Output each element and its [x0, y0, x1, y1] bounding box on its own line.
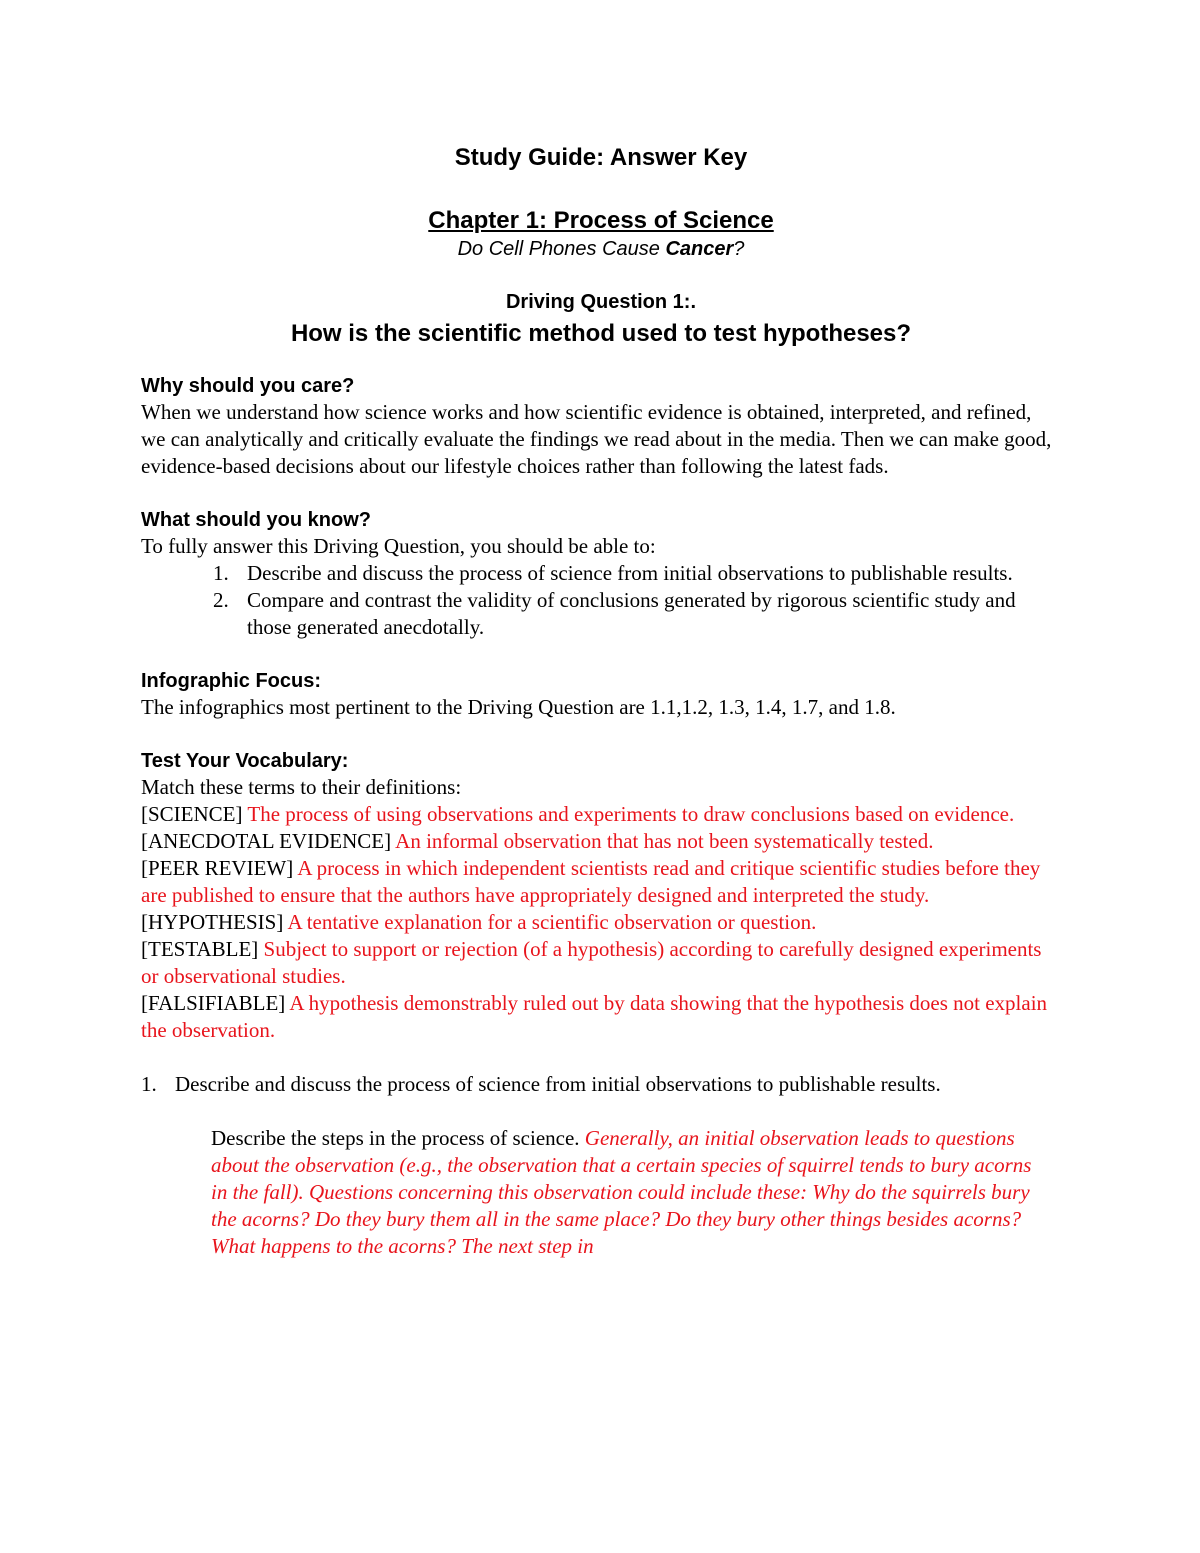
- vocab-term: [TESTABLE]: [141, 937, 259, 961]
- document-title: Study Guide: Answer Key: [454, 144, 748, 171]
- vocab-entry-hypothesis: [141, 909, 1061, 936]
- vocab-term: [SCIENCE]: [141, 802, 243, 826]
- vocab-definition: An informal observation that has not been systematically tested.: [395, 829, 934, 853]
- vocab-term: [HYPOTHESIS]: [141, 910, 284, 934]
- vocab-entry-anecdotal-evidence: [141, 828, 1061, 855]
- list-item-number: 2.: [213, 588, 229, 612]
- list-item-text: Describe and discuss the process of science from initial observations to publishable results.: [247, 561, 1013, 585]
- subtitle-suffix: ?: [733, 238, 745, 260]
- question-1-answer-block: [141, 1125, 1061, 1260]
- vocab-intro: Match these terms to their definitions:: [141, 775, 462, 799]
- list-item: [141, 560, 1061, 587]
- vocab-definition: A process in which independent scientists read and critique scientific studies before they are published to ensure that the authors have appropriately designed and interpreted the study.: [141, 856, 1041, 907]
- chapter-title: Chapter 1: Process of Science: [428, 207, 774, 234]
- vocab-entry-falsifiable: [141, 990, 1061, 1044]
- what-know-intro: To fully answer this Driving Question, you should be able to:: [141, 534, 656, 558]
- vocab-definition: A tentative explanation for a scientific observation or question.: [287, 910, 817, 934]
- subtitle-bold-word: Cancer: [665, 238, 734, 260]
- vocab-entry-testable: [141, 936, 1061, 990]
- question-text: Describe and discuss the process of science from initial observations to publishable results.: [175, 1072, 941, 1096]
- question-number: 1.: [141, 1072, 157, 1096]
- what-know-heading: What should you know?: [141, 509, 371, 531]
- vocab-entry-science: [141, 801, 1061, 828]
- vocab-definition: Subject to support or rejection (of a hypothesis) according to carefully designed experiments or observational studies.: [141, 937, 1042, 988]
- question-prompt: Describe the steps in the process of science.: [211, 1126, 580, 1150]
- vocab-entry-peer-review: [141, 855, 1061, 909]
- infographic-body: The infographics most pertinent to the Driving Question are 1.1,1.2, 1.3, 1.4, 1.7, and 1.8.: [141, 695, 896, 719]
- driving-question-label: Driving Question 1:.: [505, 291, 697, 313]
- list-item: [141, 587, 1061, 641]
- vocab-heading: Test Your Vocabulary:: [141, 750, 349, 772]
- objectives-list: [141, 560, 1061, 641]
- why-care-heading: Why should you care?: [141, 375, 355, 397]
- infographic-heading: Infographic Focus:: [141, 670, 321, 692]
- document-content: [141, 140, 1061, 1260]
- question-answer: Generally, an initial observation leads to questions about the observation (e.g., the observation that a certain species of squirrel tends to bury acorns in the fall). Questions concerning this observation could include these: Why do the squirrels bury the acorns? Do they bury them all in the same place? Do they bury other things besides acorns? What happens to the acorns? The next step in: [211, 1126, 1032, 1258]
- vocab-term: [PEER REVIEW]: [141, 856, 294, 880]
- list-item-number: 1.: [213, 561, 229, 585]
- vocab-term: [ANECDOTAL EVIDENCE]: [141, 829, 392, 853]
- question-1: [141, 1071, 1061, 1098]
- vocab-term: [FALSIFIABLE]: [141, 991, 286, 1015]
- driving-question: How is the scientific method used to test hypotheses?: [290, 320, 912, 347]
- vocab-definition: The process of using observations and experiments to draw conclusions based on evidence.: [247, 802, 1015, 826]
- chapter-subtitle: [141, 236, 1061, 262]
- why-care-body: When we understand how science works and how scientific evidence is obtained, interpreted, and refined, we can analytically and critically evaluate the findings we read about in the media. Then we can make good, evidence-based decisions about our lifestyle choices rather than following the latest fads.: [141, 400, 1052, 478]
- list-item-text: Compare and contrast the validity of conclusions generated by rigorous scientific study and those generated anecdotally.: [247, 588, 1016, 639]
- vocab-definition: A hypothesis demonstrably ruled out by data showing that the hypothesis does not explain the observation.: [141, 991, 1048, 1042]
- subtitle-prefix: Do Cell Phones Cause: [457, 238, 666, 260]
